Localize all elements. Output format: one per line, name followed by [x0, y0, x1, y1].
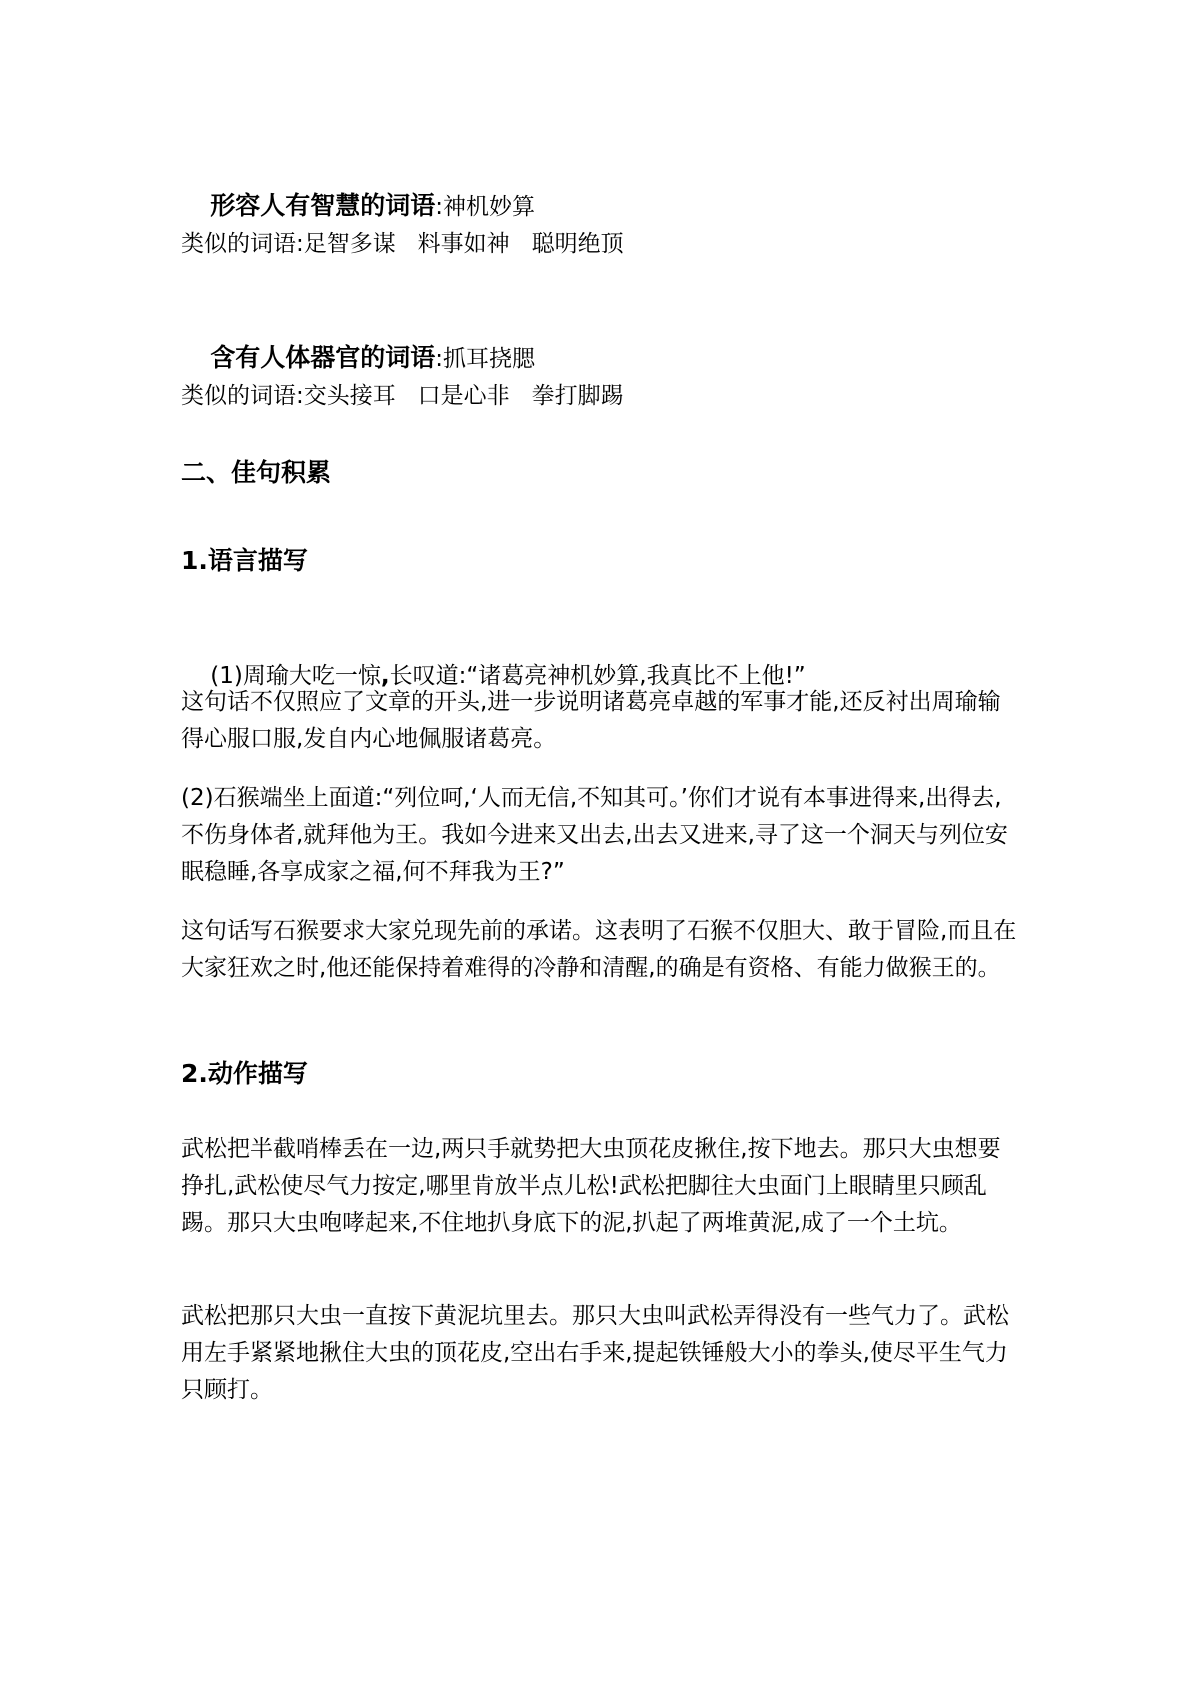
section-value: :抓耳挠腮 [435, 346, 536, 372]
similar-words-line: 类似的词语:交头接耳 口是心非 拳打脚踢 [181, 383, 624, 409]
subheading-action-description: 2.动作描写 [181, 1059, 308, 1088]
quote-1-post: 长叹道:“诸葛亮神机妙算,我真比不上他!” [389, 663, 806, 689]
paragraph-2: 武松把那只大虫一直按下黄泥坑里去。那只大虫叫武松弄得没有一些气力了。武松用左手紧紧地揪住大虫的顶花皮,空出右手来,提起铁锤般大小的拳头,使尽平生气力只顾打。 [181, 1303, 1009, 1403]
section-value: :神机妙算 [435, 194, 536, 220]
quote-2: (2)石猴端坐上面道:“列位呵,‘人而无信,不知其可。’你们才说有本事进得来,出得去,不伤身体者,就拜他为王。我如今进来又出去,出去又进来,寻了这一个洞天与列位安眠稳睡,各享成家之福,何不拜我为王?” [181, 785, 1008, 885]
paragraph-1: 武松把半截哨棒丢在一边,两只手就势把大虫顶花皮揪住,按下地去。那只大虫想要挣扎,武松使尽气力按定,哪里肯放半点儿松!武松把脚往大虫面门上眼睛里只顾乱踢。那只大虫咆哮起来,不住地扒身底下的泥,扒起了两堆黄泥,成了一个土坑。 [181, 1136, 1001, 1236]
section-label: 含有人体器官的词语 [210, 343, 436, 372]
quote-1-pre: (1)周瑜大吃一惊 [210, 663, 381, 689]
quote-2-analysis: 这句话写石猴要求大家兑现先前的承诺。这表明了石猴不仅胆大、敢于冒险,而且在大家狂欢之时,他还能保持着难得的冷静和清醒,的确是有资格、有能力做猴王的。 [181, 918, 1017, 981]
heading-good-sentences: 二、佳句积累 [181, 458, 332, 487]
section-label: 形容人有智慧的词语 [210, 191, 436, 220]
quote-1-comma: , [380, 663, 390, 689]
quote-1-analysis: 这句话不仅照应了文章的开头,进一步说明诸葛亮卓越的军事才能,还反衬出周瑜输得心服口服,发自内心地佩服诸葛亮。 [181, 689, 1001, 752]
similar-words-line: 类似的词语:足智多谋 料事如神 聪明绝顶 [181, 231, 624, 257]
subheading-language-description: 1.语言描写 [181, 546, 308, 575]
